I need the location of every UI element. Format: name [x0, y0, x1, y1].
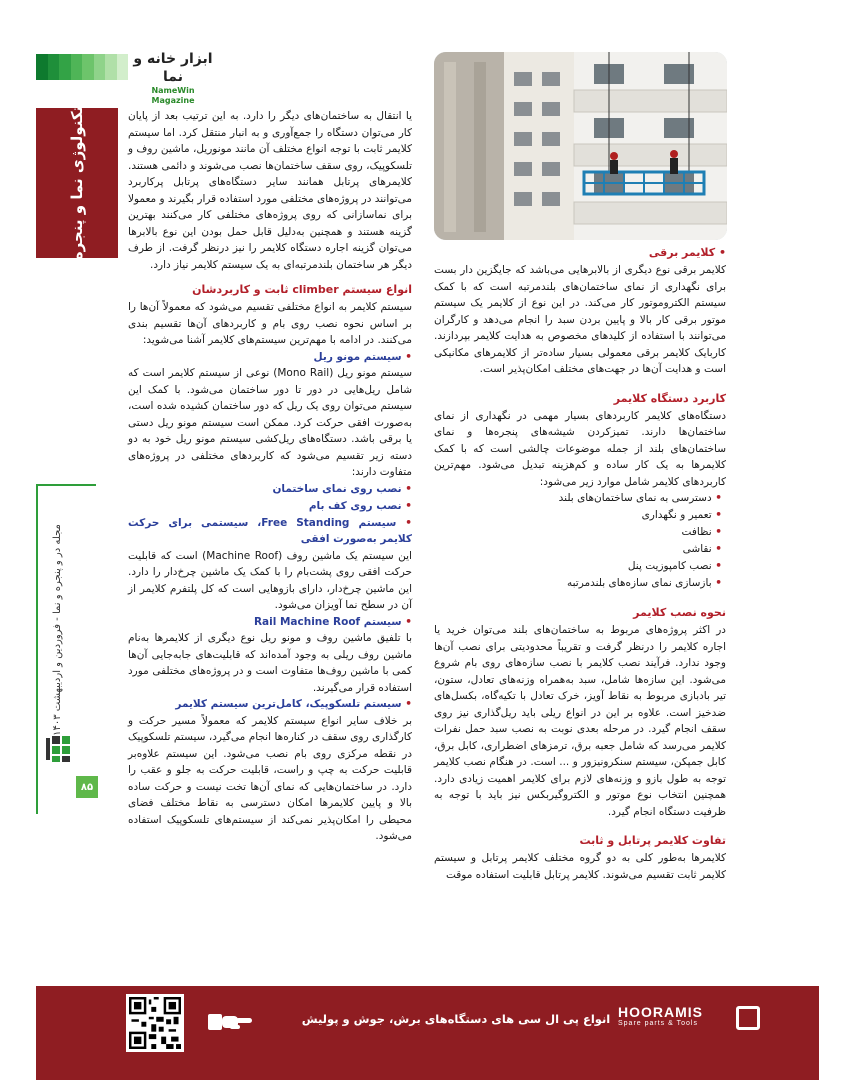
heading-install: نحوه نصب کلایمر: [633, 606, 726, 619]
color-swatch: [71, 54, 83, 80]
heading-usage: کاربرد دستگاه کلایمر: [613, 391, 726, 405]
section-tab-label: تکنولوژی نما و پنجره: [68, 105, 86, 261]
freestanding-paragraph: این سیستم یک ماشین روف (Machine Roof) است که قابلیت حرکت افقی روی پشت‌بام را با کمک یک ماشین چرخ‌دار را دارد. این ماشین چرخ‌دار، دارای بازوهایی است که کل پلتفرم کلایمر از آن در سطح نما آویزان می‌شود.: [128, 549, 412, 611]
heading-telescopic: [128, 696, 412, 713]
usage-item: • دسترسی به نمای ساختمان‌های بلند: [434, 490, 722, 507]
footer-advertisement[interactable]: [36, 986, 819, 1080]
heading-fixed-types: انواع سیستم climber ثابت و کاربردشان: [192, 283, 412, 296]
building-climber-illustration: [434, 52, 727, 240]
left-column: [128, 108, 412, 845]
rail-machine-paragraph: با تلفیق ماشین روف و مونو ریل نوع دیگری از کلایمرها به‌نام ماشین روف ریلی به وجود آمده‌اند که قابلیت‌های جابه‌جایی آن‌ها کمی با ماشین روف‌ها متفاوت است و در پروژه‌های مختلفی مورد استفاده قرار می‌گیرند.: [128, 632, 412, 694]
color-swatch: [48, 54, 60, 80]
logo-en-text: NameWin Magazine: [151, 86, 195, 105]
usage-paragraph: دستگاه‌های کلایمر کاربردهای بسیار مهمی در نگهداری از نمای ساختمان‌ها دارند. تمیزکردن شیشه‌های پنجره‌ها و نمای ساختمان‌های بلند از جمله موضوعات چالشی است که با کمک کلایمرها به یک کار ساده و کم‌هزینه تبدیل می‌شود. مهم‌ترین کاربردهای کلایمر شامل موارد زیر می‌شود:: [434, 409, 726, 488]
color-swatch: [82, 54, 94, 80]
install-paragraph: در اکثر پروژه‌های مربوط به ساختمان‌های بلند می‌توان خرید یا اجاره کلایمر را درنظر گرفت و تقریباً محدودیتی برای نصب آن‌ها وجود ندارد. فرآیند نصب کلایمر با نصب سازه‌های روی بام شروع می‌شود. این سازه‌ها شامل، سبد به‌همراه وزنه‌های تعادل، ستون، تیر بادبازی مربوط به نقاط آویز، خرک تعادل با تکیه‌گاه، بکسل‌های ضدخیز است. علاوه بر این در انواع ریلی باید ریل‌گذاری نیز روی سقف انجام گیرد. در مرحله بعدی نوبت به نصب سبد حمل نفرات کلایمر می‌رسد که شامل جعبه برق، ترمزهای اضطراری، کابل برق، کابل جمپکن، سیستم سنکرونیزور و ... است. در هنگام نصب کلایمر توجه به طول بازو و وزنه‌های لازم برای کلایمر اهمیت زیادی دارد. همچنین انتخاب نوع موتور و الکتروگیربکس نیز باید با توجه به ظرفیت دستگاه انجام گیرد.: [434, 624, 726, 818]
usage-item: • نقاشی: [434, 541, 722, 558]
section-tab: [36, 105, 118, 261]
intro-paragraph: یا انتقال به ساختمان‌های دیگر را دارد. به این ترتیب بعد از پایان کار می‌توان دستگاه را جمع‌آوری و به انبار منتقل کرد. اما سیستم کلایمر ثابت با توجه انواع مختلف آن مانند مونوریل، ماشین روف و تلسکوپیک، روی سقف ساختمان‌ها نصب می‌شوند و دائمی هستند. کلایمرهای پرتابل همانند سایر دستگاه‌های پرتابل پرکاربرد می‌توانند در پروژه‌های مختلفی مورد استفاده قرار بگیرند و معمولا برای نماسازانی که روی پروژه‌های مختلفی کار می‌کنند بهترین گزینه هستند و همچنین به‌دلیل قابل حمل بودن این نوع بالابرها می‌توان گزینه اجاره دستگاه کلایمر را نیز درنظر گرفت. از طرف دیگر هر ساختمان بلندمرتبه‌ای به یک سیستم کلایمر نیاز دارد.: [128, 110, 412, 271]
color-swatch: [59, 54, 71, 80]
monorail-paragraph: سیستم مونو ریل (Mono Rail) نوعی از سیستم کلایمر است که شامل ریل‌هایی در دور تا دور ساختمان می‌شود. با کمک این سیستم می‌توان روی یک ریل که دور ساختمان کشیده شده است، به‌صورت افقی حرکت کرد. ممکن است سیستم مونو ریل دستی یا برقی باشد. دستگاه‌های ریل‌کشی سیستم مونو ریل خود به دو دسته زیر تقسیم می‌شود که کاربردهای مختلفی در پروژه‌های متفاوت دارند:: [128, 367, 413, 478]
brand-tagline: Spare parts & Tools: [618, 1020, 698, 1027]
color-swatch: [36, 54, 48, 80]
heading-rail-machine: [128, 614, 412, 631]
monorail-item: [128, 498, 412, 515]
monorail-item-text: نصب روی نمای ساختمان: [272, 482, 402, 495]
usage-item: • بازسازی نمای سازه‌های بلندمرتبه: [434, 575, 722, 592]
brand-h-icon: [736, 1006, 760, 1030]
heading-telescopic-text: سیستم تلسکوپیک، کامل‌ترین سیستم کلایمر: [175, 698, 402, 710]
side-divider: [36, 484, 38, 814]
heading-monorail-text: سیستم مونو ریل: [313, 350, 402, 363]
telescopic-paragraph: بر خلاف سایر انواع سیستم کلایمر که معمولاً مسیر حرکت و کارگذاری روی سقف در کناره‌ها انجام می‌گیرد، سیستم تلسکوپیک در نقطه مرکزی روی بام نصب می‌شود. این سیستم علاوه‌بر قابلیت حرکت به چپ و راست، قابلیت حرکت به جلو و عقب را دارد. در ساختمان‌هایی که نمای آن‌ها تخت نیست و حرکت ساده بالا و پایین کلایمرها امکان دسترسی به نقاط مختلف فضای محیطی را امکان‌پذیر نمی‌کند از سیستم‌های تلسکوپیک استفاده می‌شود.: [128, 714, 412, 842]
heading-rail-machine-text: سیستم Rail Machine Roof: [253, 615, 402, 628]
monorail-item-text: نصب روی کف بام: [308, 499, 402, 512]
climber-photo: [434, 52, 727, 240]
qr-code-icon[interactable]: [126, 994, 184, 1052]
usage-item: • نصب کامپوزیت پنل: [434, 558, 722, 575]
monorail-item: [128, 481, 412, 498]
heading-monorail: [128, 349, 412, 366]
heading-difference: تفاوت کلایمر پرتابل و ثابت: [579, 834, 726, 847]
heading-freestanding: [128, 515, 412, 548]
footer-ad-text: انواع پی ال سی های دستگاه‌های برش، جوش و پولیش: [301, 1012, 611, 1026]
logo-fa-text: ابزار خانه و نما: [133, 51, 213, 85]
page-number: ۸۵: [76, 776, 98, 798]
brand-logo[interactable]: [618, 1004, 768, 1027]
color-swatch: [117, 54, 129, 80]
heading-freestanding-text: سیستم Free Standing، سیستمی برای حرکت کلایمر به‌صورت افقی: [128, 516, 412, 545]
color-swatch: [105, 54, 117, 80]
usage-item: • نظافت: [434, 524, 722, 541]
brand-name: HOORAMIS: [618, 1004, 703, 1020]
right-column: [434, 244, 726, 883]
electric-paragraph: کلایمر برقی نوع دیگری از بالابرهایی می‌باشد که جایگزین دار بست برای نگهداری از نمای ساختمان‌های بلندمرتبه است که با کمک سیستم الکتروموتور کار می‌کند. در این نوع از کلایمر یک سیستم موتور برقی کار بالا و پایین بردن سبد را انجام می‌دهد و کارگران می‌توانند با استفاده از کلیدهای مخصوص به هدایت کلایمر بپردازند. کاربایک کلایمر برقی معمولی بسیار ساده‌تر از کلایمرهای مکانیکی است و هدایت آن‌ها در جهت‌های مختلف امکان‌پذیر است.: [434, 264, 726, 375]
color-swatch: [94, 54, 106, 80]
window-logo-icon: [46, 734, 72, 764]
side-divider-top: [36, 484, 96, 486]
usage-list: [434, 490, 726, 592]
types-paragraph: سیستم کلایمر به انواع مختلفی تقسیم می‌شود که معمولاً آن‌ها را بر اساس نحوه نصب روی بام و کاربردهای آن‌ها تقسیم بندی می‌کنند. در ادامه با مهم‌ترین سیستم‌های کلایمر آشنا می‌شوید:: [128, 301, 412, 346]
header-color-strip: [36, 54, 128, 80]
magazine-logo[interactable]: [130, 50, 216, 105]
pointing-hand-icon: [206, 1008, 254, 1036]
usage-item: • تعمیر و نگهداری: [434, 507, 722, 524]
heading-electric: [434, 244, 726, 262]
heading-electric-text: کلایمر برقی: [648, 246, 716, 259]
magazine-issue-info: مجله در و پنجره و نما - فروردین و اردیبهشت ۱۴۰۳: [52, 524, 63, 736]
difference-paragraph: کلایمرها به‌طور کلی به دو گروه مختلف کلایمر پرتابل و سیستم کلایمر ثابت تقسیم می‌شوند. کلایمر پرتابل قابلیت استفاده موقت: [434, 852, 726, 881]
